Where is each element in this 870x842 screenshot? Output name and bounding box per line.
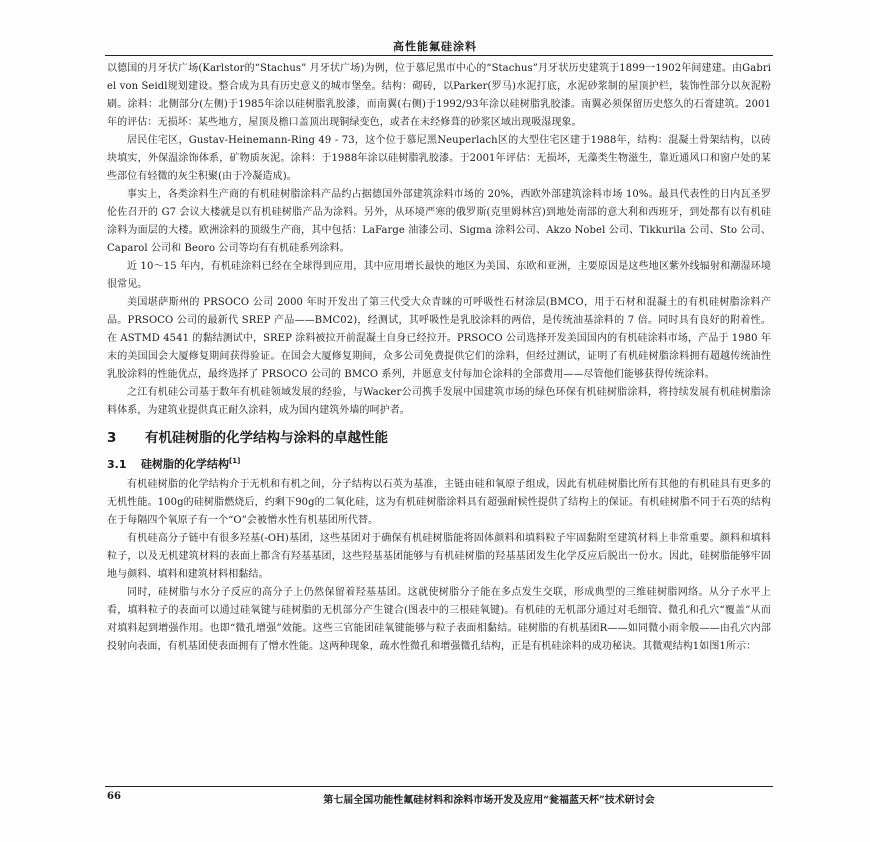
footer-rule	[105, 786, 773, 787]
citation-ref: [1]	[229, 457, 241, 465]
page-body	[107, 60, 771, 656]
paragraph-market-share: 事实上，各类涂料生产商的有机硅树脂涂料产品约占据德国外部建筑涂料市场的 20%，西欧外部建筑涂料市场 10%。最具代表性的日内瓦圣罗伦佐召开的 G7 会议大楼就是以有机硅树脂产品为涂料。另外，从环境严寒的俄罗斯(克里姆林宫)到地处南部的意大利和西班牙，到处都有以有机硅涂料为面层的大楼。欧洲涂料的顶级生产商，其中包括：LaFarge 油漆公司、Sigma 涂料公司、Akzo Nobel 公司、Tikkurila 公司、Sto 公司、Caparol 公司和 Beoro 公司等均有有机硅系列涂料。	[107, 189, 771, 254]
paragraph-residential: 居民住宅区，Gustav-Heinemann-Ring 49 - 73，这个位于慕尼黑Neuperlach区的大型住宅区建于1988年，结构：混凝土骨架结构，以砖块填实，外保温涂饰体系，矿物质灰泥。涂料：于1988年涂以硅树脂乳胶漆。于2001年评估：无损坏，无藻类生物滋生，靠近通风口和窗户处的某些部位有轻微的灰尘积聚(由于冷凝造成)。	[107, 135, 772, 182]
section-heading	[107, 428, 771, 448]
paragraph-chemical-structure: 有机硅树脂的化学结构介于无机和有机之间，分子结构以石英为基准，主链由硅和氧原子组成，因此有机硅树脂比所有其他的有机硅具有更多的无机性能。100g的硅树脂燃烧后，约剩下90g的二氧化硅，这为有机硅树脂涂料具有超强耐候性提供了结构上的保证。有机硅树脂不同于石英的结构在于每隔四个氧原子有一个“O”会被憎水性有机基团所代替。	[107, 478, 771, 526]
paragraph-prsoco: 美国堪萨斯州的 PRSOCO 公司 2000 年时开发出了第三代受大众青睐的可呼吸性石材涂层(BMCO，用于石材和混凝土的有机硅树脂涂料产品。PRSOCO 公司的最新代 SREP 产品——BMC02)，经测试，其呼吸性是乳胶涂料的两倍，是传统油基涂料的 7 倍。同时具有良好的附着性。在 ASTMD 4541 的黏结测试中，SREP 涂料被拉开前混凝土自身已经拉开。PRSOCO 公司选择开发美国国内的有机硅涂料市场，产品于 1980 年末的美国国会大厦修复期间获得验证。在国会大厦修复期间，众多公司免费提供它们的涂料，但经过测试，证明了有机硅树脂涂料拥有超越传统油性乳胶涂料的性能优点，最终选择了 PRSOCO 公司的 BMCO 系列，并愿意支付每加仑涂料的全部费用——尽管他们能够获得传统涂料。	[107, 297, 771, 380]
subsection-number: 3.1	[107, 457, 127, 471]
page-number: 66	[107, 791, 121, 802]
header-rule	[105, 55, 773, 56]
subsection-title: 硅树脂的化学结构	[141, 457, 229, 471]
paragraph-hydroxyl-groups: 有机硅高分子链中有很多羟基(-OH)基团，这些基团对于确保有机硅树脂能将固体颜料和填料粒子牢固黏附至建筑材料上非常重要。颜料和填料粒子，以及无机建筑材料的表面上都含有羟基基团，这些羟基基团能够与有机硅树脂的羟基基团发生化学反应后脱出一份水。因此，硅树脂能够牢固地与颜料、填料和建筑材料相黏结。	[107, 532, 771, 580]
paragraph-global-use: 近 10～15 年内，有机硅涂料已经在全球得到应用，其中应用增长最快的地区为美国、东欧和亚洲，主要原因是这些地区紫外线辐射和潮湿环境很常见。	[107, 261, 771, 290]
section-number: 3	[107, 430, 117, 446]
paragraph-crosslinking: 同时，硅树脂与水分子反应的高分子上仍然保留着羟基基团。这就使树脂分子能在多点发生交联，形成典型的三维硅树脂网络。从分子水平上看，填料粒子的表面可以通过硅氧键与硅树脂的无机部分产生键合(图表中的三根硅氧键)。有机硅的无机部分通过对毛细管、微孔和孔穴“覆盖”从而对填料起到增强作用。也即“微孔增强”效能。这些三官能团硅氧键能够与粒子表面相黏结。硅树脂的有机基团R——如同微小雨伞般——由孔穴内部投射向表面，有机基团使表面拥有了憎水性能。这两种现象，疏水性微孔和增强微孔结构，正是有机硅涂料的成功秘诀。其微观结构1如图1所示：	[107, 586, 771, 652]
conference-title: 第七届全国功能性氟硅材料和涂料市场开发及应用“瓮福蓝天杯”技术研讨会	[323, 795, 655, 806]
running-header: 高性能氟硅涂料	[393, 40, 477, 53]
section-title: 有机硅树脂的化学结构与涂料的卓越性能	[145, 430, 388, 446]
subsection-heading	[107, 452, 771, 474]
paragraph-zhijiang: 之江有机硅公司基于数年有机硅领域发展的经验，与Wacker公司携手发展中国建筑市场的绿色环保有机硅树脂涂料，将持续发展有机硅树脂涂料体系，为建筑业提供真正耐久涂料，成为国内建筑外墙的呵护者。	[107, 387, 771, 416]
paragraph-karlstor: 以德国的月牙状广场(Karlstor的“Stachus” 月牙状广场)为例，位于慕尼黑市中心的“Stachus”月牙状历史建筑于1899一1902年间建建。由Gabriel von Seidl规划建设。整合成为具有历史意义的城市堡垒。结构：砌砖，以Parker(罗马)水泥打底，水泥砂浆制的屋顶护栏，装饰性部分以灰泥粉刷。涂料：北侧部分(左侧)于1985年涂以硅树脂乳胶漆，而南翼(右侧)于1992/93年涂以硅树脂乳胶漆。南翼必须保留历史悠久的石膏建筑。2001年的评估：无损坏：某些地方，屋顶及檐口盖顶出现铜绿变色，或者在未经修葺的砂浆区域出现吸湿现象。	[107, 63, 771, 128]
